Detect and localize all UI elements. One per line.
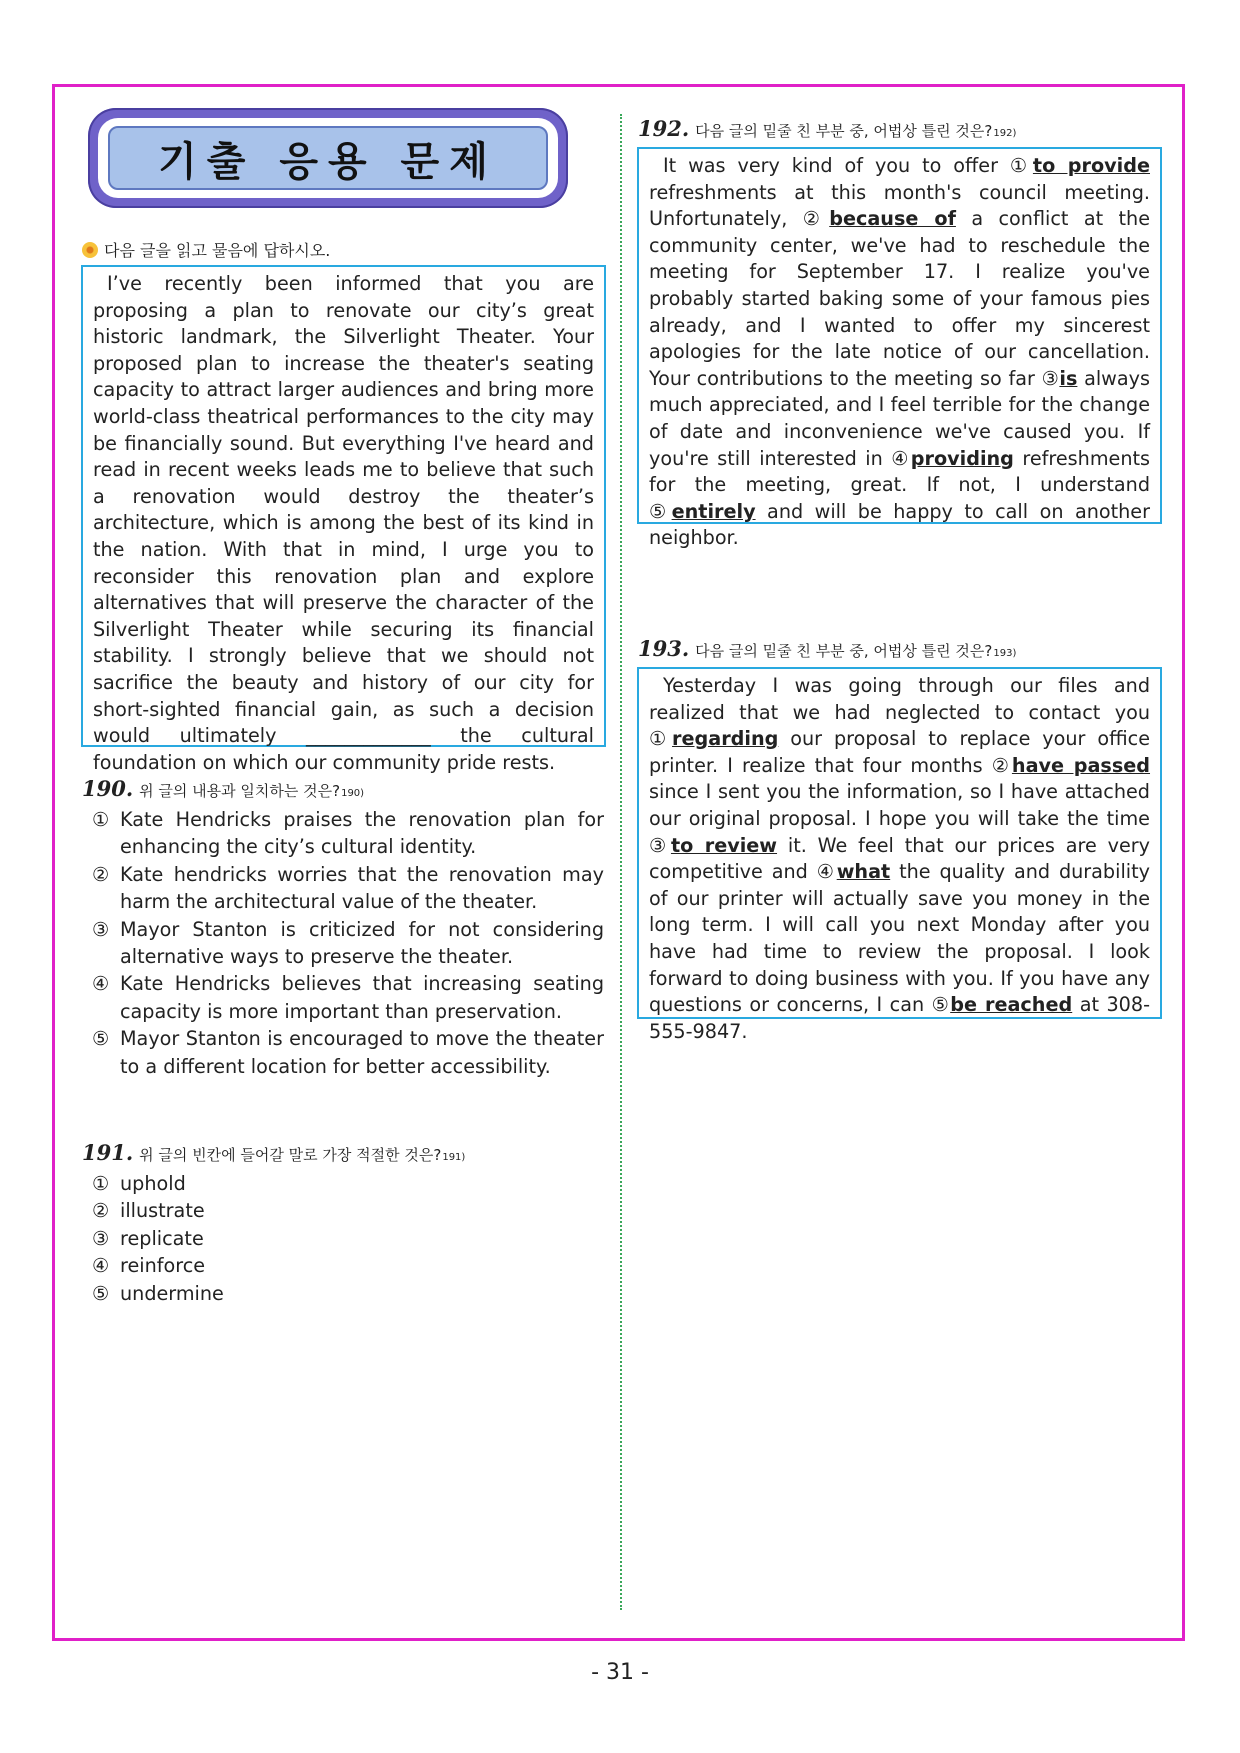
passage-text: I’ve recently been informed that you are proposing a plan to renovate our city’s great historic landmark, the Silverlight Theater. Your proposed plan to increase the theater's seating capacity to attract larger audiences and bring more world-class theatrical performances to the city may be financially sound. But everything I've heard and read in recent weeks leads me to believe that such a renovation would destroy the theater’s architecture, which is among the best of its kind in the nation. With that in mind, I urge you to reconsider this renovation plan and explore alternatives that will preserve the character of the Silverlight Theater while securing its financial stability. I strongly believe that we should not sacrifice the beauty and history of our city for short-sighted financial gain, as such a decision would ultimately _____________ the cultural foundation on which our community pride rests. bbox=[93, 272, 594, 774]
choice-mark: ⑤ bbox=[649, 499, 672, 523]
question-number: 192. bbox=[638, 116, 690, 141]
flower-icon bbox=[82, 242, 98, 258]
underlined-choice: to review bbox=[670, 833, 778, 857]
question-prompt: 다음 글의 밑줄 친 부분 중, 어법상 틀린 것은? bbox=[695, 122, 993, 140]
option-4 bbox=[92, 1252, 392, 1279]
option-2 bbox=[92, 861, 604, 916]
option-text: replicate bbox=[120, 1226, 204, 1250]
footnote-ref: 193) bbox=[993, 648, 1017, 659]
option-mark: ② bbox=[92, 862, 110, 886]
option-3 bbox=[92, 916, 604, 971]
passage-segment: at 308-555-9847. bbox=[649, 993, 1150, 1043]
underlined-choice: have passed bbox=[1011, 753, 1151, 777]
option-text: Kate Hendricks believes that increasing seating capacity is more important than preservation. bbox=[120, 972, 604, 1023]
underlined-choice: is bbox=[1059, 366, 1078, 390]
choice-mark: ④ bbox=[816, 860, 837, 884]
question-191-options bbox=[92, 1170, 392, 1307]
option-text: reinforce bbox=[120, 1254, 206, 1278]
passage-192 bbox=[637, 147, 1162, 550]
question-number: 193. bbox=[638, 636, 690, 661]
choice-mark: ④ bbox=[891, 446, 911, 470]
choice-mark: ⑤ bbox=[931, 993, 951, 1017]
option-mark: ④ bbox=[92, 972, 110, 996]
option-mark: ⑤ bbox=[92, 1027, 110, 1051]
question-190-header bbox=[82, 776, 364, 801]
underlined-choice: because of bbox=[829, 207, 956, 231]
option-3 bbox=[92, 1225, 392, 1252]
underlined-choice: regarding bbox=[672, 727, 779, 751]
question-prompt: 다음 글의 밑줄 친 부분 중, 어법상 틀린 것은? bbox=[695, 642, 993, 660]
column-divider bbox=[620, 114, 622, 1610]
footnote-ref: 192) bbox=[993, 128, 1017, 139]
option-mark: ① bbox=[92, 1172, 110, 1195]
underlined-choice: what bbox=[836, 860, 891, 884]
choice-mark: ② bbox=[802, 207, 830, 231]
footnote-ref: 191) bbox=[442, 1152, 466, 1163]
passage-segment: it. We feel that our prices are very competitive and bbox=[649, 833, 1150, 884]
passage-text bbox=[649, 153, 1150, 552]
option-mark: ① bbox=[92, 808, 110, 831]
choice-mark: ③ bbox=[649, 833, 671, 857]
passage-segment: the quality and durability of our printer will actually save you money in the long term. I will call you next Monday after you have had time to review the proposal. I look forward to doing business with you. If you have any questions or concerns, I can bbox=[649, 860, 1150, 1017]
option-text: uphold bbox=[120, 1172, 186, 1195]
section-banner bbox=[88, 108, 568, 208]
option-mark: ③ bbox=[92, 1226, 110, 1250]
option-1 bbox=[92, 806, 604, 861]
question-192-header bbox=[638, 116, 1016, 141]
option-2 bbox=[92, 1197, 392, 1224]
option-mark: ③ bbox=[92, 917, 110, 941]
passage-segment: refreshments for the meeting, great. If not, I understand bbox=[649, 446, 1150, 497]
footnote-ref: 190) bbox=[341, 788, 365, 799]
section-title: 기출 응용 문제 bbox=[158, 138, 498, 185]
option-5 bbox=[92, 1280, 392, 1307]
underlined-choice: be reached bbox=[950, 993, 1073, 1017]
option-mark: ⑤ bbox=[92, 1281, 110, 1305]
passage-segment: always much appreciated, and I feel terrible for the change of date and inconvenience we've caused you. If you're still interested in bbox=[649, 366, 1150, 470]
question-number: 190. bbox=[82, 776, 134, 801]
instruction bbox=[82, 238, 330, 261]
choice-mark: ③ bbox=[1041, 366, 1060, 390]
choice-mark: ① bbox=[1009, 154, 1033, 177]
underlined-choice: to provide bbox=[1032, 154, 1150, 177]
question-193-header bbox=[638, 636, 1016, 661]
option-mark: ④ bbox=[92, 1254, 110, 1278]
choice-mark: ① bbox=[649, 727, 673, 751]
passage-segment: and will be happy to call on another neighbor. bbox=[649, 499, 1150, 550]
passage-segment: since I sent you the information, so I have attached our original proposal. I hope you will take the time bbox=[649, 780, 1150, 830]
passage-190-191 bbox=[81, 265, 606, 774]
question-prompt: 위 글의 내용과 일치하는 것은? bbox=[139, 782, 341, 800]
passage-segment: refreshments at this month's council meeting. Unfortunately, bbox=[649, 180, 1150, 231]
option-text: Kate hendricks worries that the renovation may harm the architectural value of the theater. bbox=[120, 862, 604, 914]
option-text: Mayor Stanton is criticized for not considering alternative ways to preserve the theater. bbox=[120, 917, 604, 969]
passage-segment: It was very kind of you to offer bbox=[663, 154, 1010, 177]
passage-193 bbox=[637, 667, 1162, 1043]
passage-text bbox=[649, 673, 1150, 1045]
choice-mark: ② bbox=[991, 753, 1012, 777]
question-190-options bbox=[92, 806, 604, 1080]
question-prompt: 위 글의 빈칸에 들어갈 말로 가장 적절한 것은? bbox=[139, 1146, 442, 1164]
option-1 bbox=[92, 1170, 392, 1197]
question-number: 191. bbox=[82, 1140, 134, 1165]
question-191-header bbox=[82, 1140, 465, 1165]
passage-segment: a conflict at the community center, we've had to reschedule the meeting for September 17. I realize you've probably started baking some of your famous pies already, and I wanted to offer my sincerest apologies for the late notice of our cancellation. Your contributions to the meeting so far bbox=[649, 207, 1151, 390]
option-text: undermine bbox=[120, 1281, 224, 1305]
page-number: - 31 - bbox=[591, 1660, 649, 1685]
option-mark: ② bbox=[92, 1199, 110, 1223]
passage-segment: our proposal to replace your office printer. I realize that four months bbox=[649, 727, 1151, 777]
option-text: Kate Hendricks praises the renovation plan for enhancing the city’s cultural identity. bbox=[120, 808, 604, 859]
option-4 bbox=[92, 970, 604, 1025]
option-text: Mayor Stanton is encouraged to move the theater to a different location for better accessibility. bbox=[120, 1027, 604, 1078]
underlined-choice: entirely bbox=[671, 499, 756, 523]
underlined-choice: providing bbox=[910, 446, 1014, 470]
option-5 bbox=[92, 1025, 604, 1080]
instruction-text: 다음 글을 읽고 물음에 답하시오. bbox=[104, 241, 331, 260]
passage-segment: Yesterday I was going through our files and realized that we had neglected to contact you bbox=[649, 674, 1150, 724]
option-text: illustrate bbox=[120, 1199, 205, 1223]
